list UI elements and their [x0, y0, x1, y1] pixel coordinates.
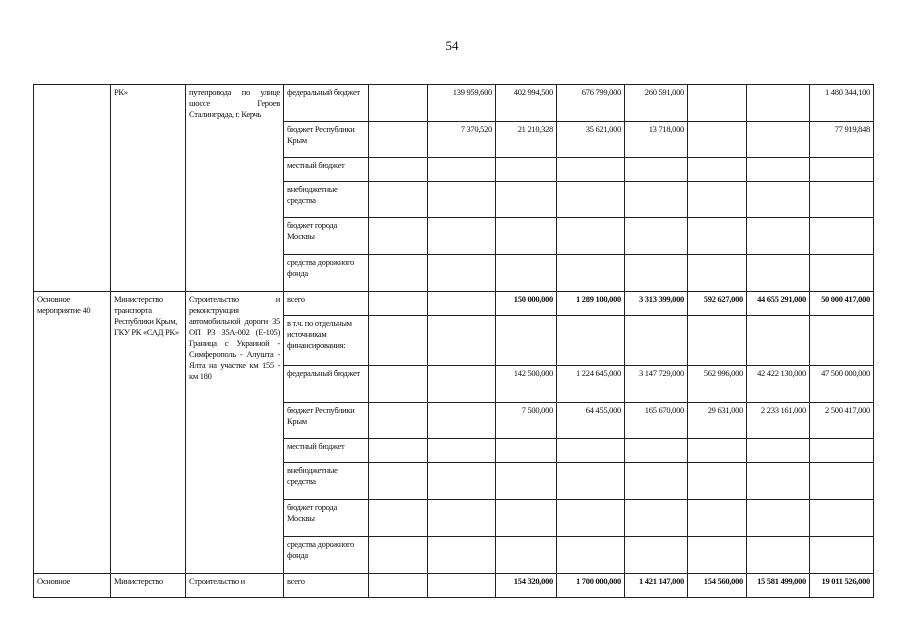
amount-cell [747, 255, 810, 292]
amount-cell [369, 463, 428, 500]
amount-cell: 402 994,500 [496, 85, 557, 122]
amount-cell [428, 218, 496, 255]
amount-cell [557, 218, 625, 255]
funding-source-cell: федеральный бюджет [284, 85, 369, 122]
amount-cell [810, 182, 874, 218]
amount-cell [557, 158, 625, 182]
amount-cell [688, 122, 747, 158]
amount-cell: 21 210,328 [496, 122, 557, 158]
amount-cell [496, 316, 557, 366]
amount-cell [625, 463, 688, 500]
amount-cell [688, 218, 747, 255]
amount-cell [810, 316, 874, 366]
table-row [34, 85, 874, 122]
funding-source-cell: внебюджетные средства [284, 182, 369, 218]
amount-cell [688, 182, 747, 218]
amount-cell [496, 182, 557, 218]
amount-cell [369, 316, 428, 366]
amount-cell [688, 537, 747, 574]
measure-cell [34, 85, 111, 292]
amount-cell: 139 959,600 [428, 85, 496, 122]
budget-table [33, 84, 874, 598]
amount-cell: 1 224 645,000 [557, 366, 625, 403]
amount-cell: 7 370,520 [428, 122, 496, 158]
amount-cell: 47 500 000,000 [810, 366, 874, 403]
funding-source-cell: всего [284, 292, 369, 316]
amount-cell [496, 439, 557, 463]
amount-cell [496, 537, 557, 574]
amount-cell [688, 463, 747, 500]
amount-cell: 44 655 291,000 [747, 292, 810, 316]
amount-cell [557, 463, 625, 500]
funding-source-cell: в т.ч. по отдельным источникам финансирования: [284, 316, 369, 366]
executor-cell: РК» [111, 85, 186, 292]
amount-cell [747, 463, 810, 500]
amount-cell [688, 158, 747, 182]
amount-cell [625, 316, 688, 366]
amount-cell [496, 463, 557, 500]
amount-cell [369, 158, 428, 182]
amount-cell [625, 158, 688, 182]
amount-cell: 3 147 729,000 [625, 366, 688, 403]
amount-cell [428, 158, 496, 182]
amount-cell [810, 218, 874, 255]
amount-cell [688, 85, 747, 122]
amount-cell: 260 591,000 [625, 85, 688, 122]
amount-cell [428, 574, 496, 598]
amount-cell [747, 182, 810, 218]
amount-cell [369, 182, 428, 218]
funding-source-cell: внебюджетные средства [284, 463, 369, 500]
amount-cell [496, 158, 557, 182]
amount-cell [747, 500, 810, 537]
amount-cell [428, 439, 496, 463]
amount-cell [557, 500, 625, 537]
amount-cell [747, 122, 810, 158]
amount-cell [369, 218, 428, 255]
amount-cell [810, 255, 874, 292]
amount-cell [810, 439, 874, 463]
amount-cell: 150 000,000 [496, 292, 557, 316]
amount-cell [428, 366, 496, 403]
amount-cell [428, 255, 496, 292]
amount-cell [369, 122, 428, 158]
table-row [34, 574, 874, 598]
amount-cell [369, 500, 428, 537]
amount-cell: 29 631,000 [688, 403, 747, 439]
amount-cell [369, 537, 428, 574]
amount-cell [557, 316, 625, 366]
funding-source-cell: средства дорожного фонда [284, 255, 369, 292]
amount-cell [625, 439, 688, 463]
table-body [34, 85, 874, 598]
funding-source-cell: всего [284, 574, 369, 598]
amount-cell: 142 500,000 [496, 366, 557, 403]
amount-cell [625, 537, 688, 574]
amount-cell: 676 799,000 [557, 85, 625, 122]
amount-cell [747, 218, 810, 255]
funding-source-cell: бюджет города Москвы [284, 500, 369, 537]
amount-cell [428, 292, 496, 316]
funding-source-cell: местный бюджет [284, 439, 369, 463]
amount-cell: 1 289 100,000 [557, 292, 625, 316]
amount-cell: 562 996,000 [688, 366, 747, 403]
amount-cell [557, 255, 625, 292]
amount-cell [428, 182, 496, 218]
funding-source-cell: бюджет Республики Крым [284, 122, 369, 158]
amount-cell [496, 255, 557, 292]
table-row [34, 292, 874, 316]
amount-cell [428, 316, 496, 366]
amount-cell: 592 627,000 [688, 292, 747, 316]
amount-cell [688, 255, 747, 292]
amount-cell: 64 455,000 [557, 403, 625, 439]
amount-cell: 42 422 130,000 [747, 366, 810, 403]
amount-cell: 165 670,000 [625, 403, 688, 439]
amount-cell [747, 537, 810, 574]
amount-cell [428, 403, 496, 439]
amount-cell [369, 255, 428, 292]
amount-cell [688, 316, 747, 366]
amount-cell: 3 313 399,000 [625, 292, 688, 316]
amount-cell: 13 718,000 [625, 122, 688, 158]
amount-cell: 154 320,000 [496, 574, 557, 598]
funding-source-cell: бюджет Республики Крым [284, 403, 369, 439]
amount-cell [747, 85, 810, 122]
funding-source-cell: бюджет города Москвы [284, 218, 369, 255]
amount-cell [688, 500, 747, 537]
amount-cell: 1 421 147,000 [625, 574, 688, 598]
amount-cell: 77 919,848 [810, 122, 874, 158]
amount-cell [428, 537, 496, 574]
amount-cell [557, 537, 625, 574]
executor-cell: Министерство [111, 574, 186, 598]
amount-cell: 154 560,000 [688, 574, 747, 598]
amount-cell: 7 500,000 [496, 403, 557, 439]
amount-cell [496, 500, 557, 537]
measure-cell: Основное [34, 574, 111, 598]
amount-cell [810, 537, 874, 574]
amount-cell [369, 574, 428, 598]
amount-cell [369, 366, 428, 403]
amount-cell: 1 480 344,100 [810, 85, 874, 122]
amount-cell [557, 439, 625, 463]
description-cell: путепровода по улице шоссе Героев Сталинграда, г. Керчь [186, 85, 284, 292]
executor-cell: Министерство транспорта Республики Крым, ГКУ РК «САД РК» [111, 292, 186, 574]
amount-cell [369, 85, 428, 122]
funding-source-cell: средства дорожного фонда [284, 537, 369, 574]
amount-cell [625, 255, 688, 292]
funding-source-cell: местный бюджет [284, 158, 369, 182]
amount-cell [369, 439, 428, 463]
amount-cell [688, 439, 747, 463]
amount-cell: 2 233 161,000 [747, 403, 810, 439]
amount-cell [369, 403, 428, 439]
amount-cell [810, 158, 874, 182]
amount-cell [557, 182, 625, 218]
amount-cell [810, 500, 874, 537]
amount-cell: 1 700 000,000 [557, 574, 625, 598]
funding-source-cell: федеральный бюджет [284, 366, 369, 403]
amount-cell [496, 218, 557, 255]
description-cell: Строительство и реконструкция автомобильной дороги 35 ОП Р3 35А-002 (Е-105) Граница с Украиной - Симферополь - Алушта - Ялта на участке км 155 - км 180 [186, 292, 284, 574]
description-cell: Строительство и [186, 574, 284, 598]
amount-cell [428, 500, 496, 537]
amount-cell [625, 218, 688, 255]
measure-cell: Основное мероприятие 40 [34, 292, 111, 574]
amount-cell: 19 011 526,000 [810, 574, 874, 598]
amount-cell [747, 316, 810, 366]
amount-cell: 15 581 499,000 [747, 574, 810, 598]
amount-cell [625, 500, 688, 537]
amount-cell [428, 463, 496, 500]
amount-cell: 35 621,000 [557, 122, 625, 158]
amount-cell: 50 000 417,000 [810, 292, 874, 316]
amount-cell [747, 439, 810, 463]
page-number: 54 [445, 38, 459, 53]
amount-cell [625, 182, 688, 218]
amount-cell [747, 158, 810, 182]
amount-cell: 2 500 417,000 [810, 403, 874, 439]
amount-cell [810, 463, 874, 500]
amount-cell [369, 292, 428, 316]
